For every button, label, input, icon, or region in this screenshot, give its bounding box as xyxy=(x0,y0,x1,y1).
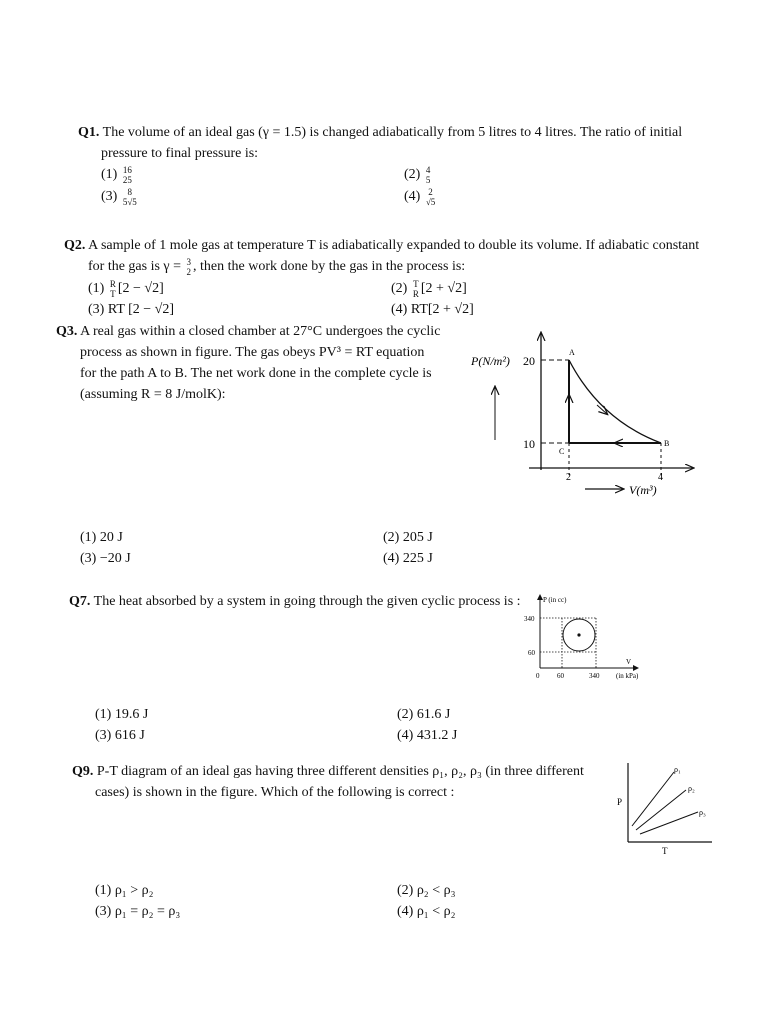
q9-label-rho1: ρ₁ xyxy=(674,765,681,774)
q1-option-3[interactable] xyxy=(101,186,139,207)
q2-text-2 xyxy=(88,256,465,277)
q2-gamma-num: 3 xyxy=(186,256,192,267)
q1-option-3-label: (3) xyxy=(101,189,118,204)
q2-opt1-num: R xyxy=(109,278,116,289)
q2-option-3[interactable]: (3) RT [2 − √2] xyxy=(88,302,175,317)
q7-option-4[interactable]: (4) 431.2 J xyxy=(397,728,458,743)
q1-opt1-num: 16 xyxy=(122,164,132,175)
q1-option-1-fraction xyxy=(123,165,132,185)
q2-gamma-den: 2 xyxy=(186,266,192,277)
q7-x-tick-0: 0 xyxy=(536,672,540,680)
q1-option-3-fraction xyxy=(123,187,137,207)
q7-y-label: P (in cc) xyxy=(543,596,567,604)
q3-point-a: A xyxy=(569,348,575,357)
q1-line1 xyxy=(78,122,682,143)
q1-opt4-num: 2 xyxy=(428,186,433,197)
q2-option-4[interactable]: (4) RT[2 + √2] xyxy=(391,302,474,317)
q3-point-b: B xyxy=(664,439,670,448)
q1-option-2-fraction xyxy=(426,165,431,185)
q2-option-2-rest: [2 + √2] xyxy=(420,281,467,296)
q3-line1 xyxy=(56,321,440,342)
q3-point-c: C xyxy=(559,447,565,456)
q7-x-tick-60: 60 xyxy=(557,672,564,680)
q9-text-1: P-T diagram of an ideal gas having three different densities ρ₁, ρ₂, ρ₃ (in three different xyxy=(96,764,584,779)
q2-option-1-label: (1) xyxy=(88,281,105,296)
q1-opt3-num: 8 xyxy=(127,186,133,197)
q7-option-3[interactable]: (3) 616 J xyxy=(95,728,145,743)
q2-line1 xyxy=(64,235,699,256)
q3-path-ab xyxy=(569,360,661,443)
q1-text-1: The volume of an ideal gas (γ = 1.5) is changed adiabatically from 5 litres to 4 litres. The ratio of initial xyxy=(102,125,683,140)
q3-pv-diagram xyxy=(465,325,715,500)
q3-option-1[interactable]: (1) 20 J xyxy=(80,530,123,545)
q1-option-4-fraction xyxy=(426,187,435,207)
q1-opt4-den: √5 xyxy=(425,196,436,207)
q1-option-4-label: (4) xyxy=(404,189,421,204)
q7-cycle-diagram xyxy=(512,590,662,682)
q3-text-4: (assuming R = 8 J/molK): xyxy=(80,387,226,402)
q3-number: Q3. xyxy=(56,324,78,339)
q9-option-2[interactable]: (2) ρ₂ < ρ₃ xyxy=(397,883,456,898)
q9-line1 xyxy=(72,761,584,782)
q9-option-1[interactable]: (1) ρ₁ > ρ₂ xyxy=(95,883,154,898)
q3-x-tick-2: 2 xyxy=(566,472,571,483)
q2-option-2-label: (2) xyxy=(391,281,408,296)
q1-opt2-den: 5 xyxy=(425,174,431,185)
q1-option-2[interactable] xyxy=(404,164,432,185)
q2-option-1-rest: [2 − √2] xyxy=(117,281,164,296)
q1-number: Q1. xyxy=(78,125,100,140)
q3-x-tick-4: 4 xyxy=(658,472,663,483)
q7-x-tick-340: 340 xyxy=(589,672,600,680)
q7-option-2[interactable]: (2) 61.6 J xyxy=(397,707,451,722)
q9-y-label: P xyxy=(617,797,623,807)
q3-option-2[interactable]: (2) 205 J xyxy=(383,530,433,545)
q7-text-1: The heat absorbed by a system in going through the given cyclic process is : xyxy=(93,594,521,609)
q1-opt1-den: 25 xyxy=(122,174,132,185)
q9-line-rho1 xyxy=(632,772,674,826)
q2-number: Q2. xyxy=(64,238,86,253)
q7-number: Q7. xyxy=(69,594,91,609)
q1-opt2-num: 4 xyxy=(425,164,431,175)
q3-option-4[interactable]: (4) 225 J xyxy=(383,551,433,566)
q2-option-2-fraction xyxy=(413,279,419,299)
q2-text-1: A sample of 1 mole gas at temperature T is adiabatically expanded to double its volume. If adiabatic constant xyxy=(88,238,700,253)
q2-text-2b: , then the work done by the gas in the process is: xyxy=(193,259,466,274)
q3-y-tick-10: 10 xyxy=(523,437,535,451)
q9-label-rho2: ρ₂ xyxy=(688,784,695,793)
q3-y-label: P(N/m²) xyxy=(471,354,510,368)
q9-x-label: T xyxy=(662,846,668,856)
q7-cycle-center xyxy=(577,633,580,636)
q1-option-2-label: (2) xyxy=(404,167,421,182)
q3-y-tick-20: 20 xyxy=(523,354,535,368)
q3-option-3[interactable]: (3) −20 J xyxy=(80,551,131,566)
q7-option-1[interactable]: (1) 19.6 J xyxy=(95,707,149,722)
q9-line-rho2 xyxy=(636,790,686,830)
q2-option-1[interactable] xyxy=(88,278,164,299)
q2-opt2-den: R xyxy=(412,288,419,299)
q9-number: Q9. xyxy=(72,764,94,779)
q1-option-4[interactable] xyxy=(404,186,437,207)
q3-x-label: V(m³) xyxy=(629,483,657,497)
q7-y-tick-60: 60 xyxy=(528,649,535,657)
q9-line-rho3 xyxy=(640,812,698,834)
q9-pt-diagram xyxy=(610,758,720,858)
q1-text-2: pressure to final pressure is: xyxy=(101,146,259,161)
q3-text-3: for the path A to B. The net work done in the complete cycle is xyxy=(80,366,432,381)
q9-option-4[interactable]: (4) ρ₁ < ρ₂ xyxy=(397,904,456,919)
q3-text-2: process as shown in figure. The gas obeys PV³ = RT equation xyxy=(80,345,425,360)
q9-text-2: cases) is shown in the figure. Which of the following is correct : xyxy=(95,785,455,800)
q2-opt1-den: T xyxy=(110,288,116,299)
q1-opt3-den: 5√5 xyxy=(122,196,137,207)
q1-option-1[interactable] xyxy=(101,164,134,185)
q2-option-2[interactable] xyxy=(391,278,467,299)
q7-line1 xyxy=(69,591,521,612)
q9-label-rho3: ρ₃ xyxy=(699,808,706,817)
q9-option-3[interactable]: (3) ρ₁ = ρ₂ = ρ₃ xyxy=(95,904,181,919)
q7-y-tick-340: 340 xyxy=(524,615,535,623)
q2-gamma-fraction xyxy=(187,257,192,277)
q2-text-2a: for the gas is γ = xyxy=(88,259,182,274)
q2-option-1-fraction xyxy=(110,279,116,299)
q7-x-label: V xyxy=(626,658,632,666)
q1-option-1-label: (1) xyxy=(101,167,118,182)
q2-opt2-num: T xyxy=(413,278,419,289)
q3-text-1: A real gas within a closed chamber at 27°C undergoes the cyclic xyxy=(80,324,441,339)
q7-x-unit: (in kPa) xyxy=(616,672,639,680)
